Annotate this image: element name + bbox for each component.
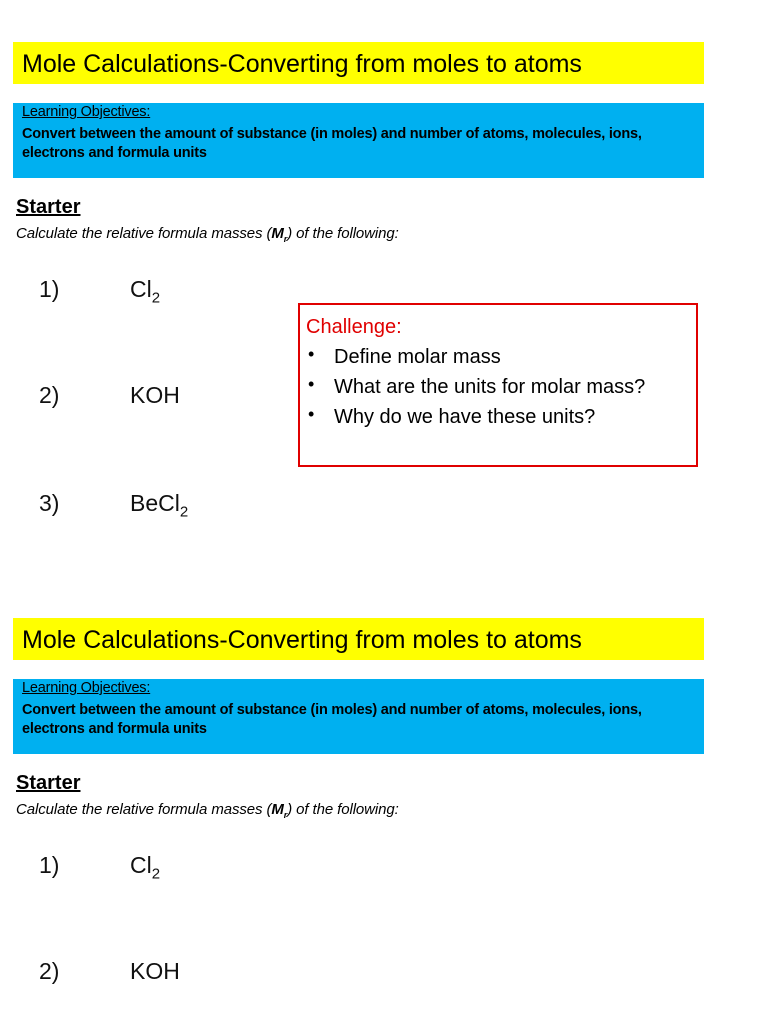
learning-objectives-title: Learning Objectives: xyxy=(22,104,151,120)
mr-r: r xyxy=(283,234,288,244)
learning-objectives-box xyxy=(13,103,704,178)
challenge-item-text: Define molar mass xyxy=(334,346,501,368)
learning-objectives-text: Convert between the amount of substance (in moles) and number of atoms, molecules, ions, electrons and formula units xyxy=(22,126,642,161)
challenge-item-text: Why do we have these units? xyxy=(334,406,596,428)
question-formula xyxy=(130,852,160,888)
bullet-icon: • xyxy=(308,374,315,394)
starter-heading: Starter xyxy=(16,196,81,218)
challenge-item xyxy=(306,402,696,432)
mr-symbol xyxy=(271,225,287,242)
formula-main: Cl xyxy=(130,852,152,878)
instruction-text: Calculate the relative formula masses ( xyxy=(16,225,272,242)
starter-instruction xyxy=(16,801,399,824)
formula-main: Cl xyxy=(130,276,152,302)
formula-main: KOH xyxy=(130,382,180,408)
challenge-item xyxy=(306,372,696,402)
mr-m: M xyxy=(271,225,284,242)
slide-title xyxy=(13,42,704,84)
question-formula xyxy=(130,490,188,526)
instruction-text: Calculate the relative formula masses ( xyxy=(16,801,272,818)
learning-objectives-title: Learning Objectives: xyxy=(22,680,151,696)
question-formula xyxy=(130,958,180,984)
question-number: 3) xyxy=(39,490,60,516)
formula-subscript: 2 xyxy=(151,289,161,307)
question-number: 2) xyxy=(39,382,60,408)
instruction-text-end: ) of the following: xyxy=(287,225,399,242)
challenge-list xyxy=(306,342,696,432)
question-formula xyxy=(130,382,180,408)
challenge-item xyxy=(306,342,696,372)
challenge-item-text: What are the units for molar mass? xyxy=(334,376,646,398)
mr-m: M xyxy=(271,801,284,818)
learning-objectives-text: Convert between the amount of substance (in moles) and number of atoms, molecules, ions, electrons and formula units xyxy=(22,702,642,737)
slide-title-text: Mole Calculations-Converting from moles to atoms xyxy=(22,626,582,654)
instruction-text-end: ) of the following: xyxy=(287,801,399,818)
challenge-box xyxy=(298,303,698,467)
mr-symbol xyxy=(271,801,287,818)
learning-objectives-box xyxy=(13,679,704,754)
starter-heading: Starter xyxy=(16,772,81,794)
formula-subscript: 2 xyxy=(151,865,161,883)
starter-instruction xyxy=(16,225,399,248)
slide-title-text: Mole Calculations-Converting from moles to atoms xyxy=(22,50,582,78)
bullet-icon: • xyxy=(308,404,315,424)
slide-title xyxy=(13,618,704,660)
bullet-icon: • xyxy=(308,344,315,364)
question-formula xyxy=(130,276,160,312)
formula-main: KOH xyxy=(130,958,180,984)
question-number: 1) xyxy=(39,852,60,878)
question-number: 2) xyxy=(39,958,60,984)
formula-subscript: 2 xyxy=(179,503,189,521)
mr-r: r xyxy=(283,810,288,820)
challenge-title: Challenge: xyxy=(306,316,402,338)
formula-main: BeCl xyxy=(130,490,180,516)
question-number: 1) xyxy=(39,276,60,302)
